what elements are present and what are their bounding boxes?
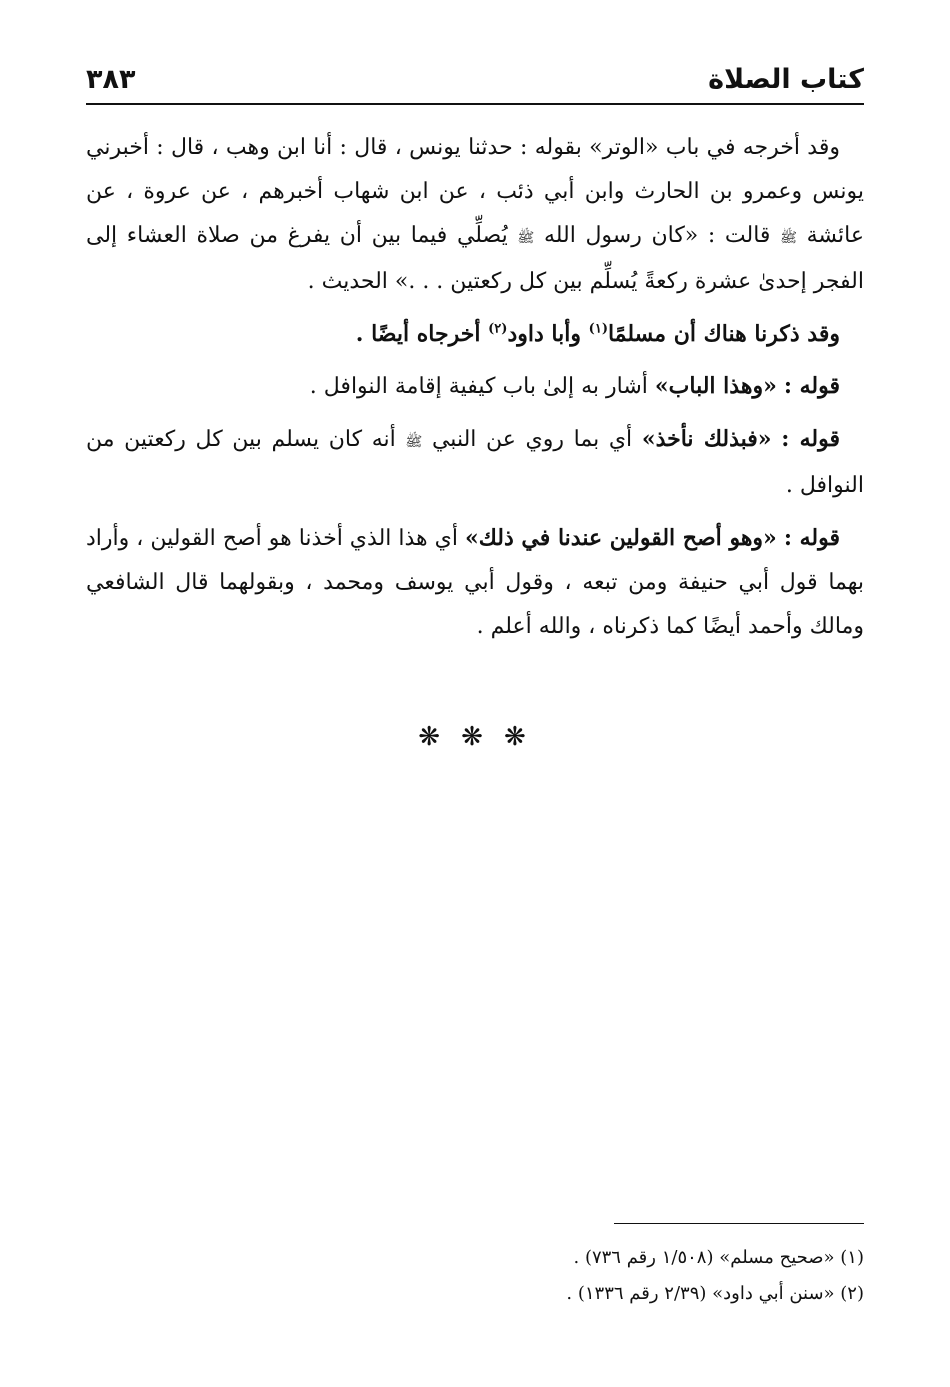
paragraph-this-chapter xyxy=(86,364,864,409)
commentary-label: قوله : xyxy=(781,426,840,452)
paragraph-we-take xyxy=(86,417,864,508)
honorific-symbol: ﷺ xyxy=(405,434,423,450)
quoted-text: «وهذا الباب» xyxy=(654,373,777,399)
footnote-1: (١) «صحيح مسلم» (١/٥٠٨ رقم ٧٣٦) . xyxy=(573,1247,864,1268)
honorific-symbol: ﷺ xyxy=(780,230,797,246)
footnote-divider xyxy=(614,1223,864,1224)
paragraph-text: وقد أخرجه في باب «الوتر» بقوله : حدثنا يونس ، قال : أنا ابن وهب ، قال : أخبرني يونس وعمرو بن الحارث وابن أبي ذئب ، عن ابن شهاب أخبرهم ، عن عروة ، عن عائشة xyxy=(86,135,864,248)
commentary-label: قوله : xyxy=(783,525,840,551)
footnote-2: (٢) «سنن أبي داود» (٢/٣٩ رقم ١٣٣٦) . xyxy=(566,1283,864,1304)
footnote-ref-2[interactable]: (٢) xyxy=(488,321,508,337)
page-number: ٣٨٣ xyxy=(86,64,136,95)
paragraph-text: أي هذا الذي أخذنا هو أصح القولين ، وأراد بهما قول أبي حنيفة ومن تبعه ، وقول أبي يوسف ومحمد ، وبقولهما قال الشافعي ومالك وأحمد أيضًا كما ذكرناه ، والله أعلم . xyxy=(86,526,864,639)
paragraph-text: أخرجاه أيضًا . xyxy=(355,321,481,347)
commentary-label: قوله : xyxy=(783,373,840,399)
main-text xyxy=(86,126,864,657)
paragraph-text: أي بما روي عن النبي xyxy=(431,427,633,452)
paragraph-text: وأبا داود xyxy=(507,321,581,347)
paragraph-hadith-chain xyxy=(86,126,864,304)
page-header xyxy=(86,52,864,98)
running-title: كتاب الصلاة xyxy=(708,64,864,95)
honorific-symbol: ﷺ xyxy=(517,230,535,246)
footnotes xyxy=(86,1240,864,1312)
paragraph-muslim-abudawud xyxy=(86,312,864,356)
header-divider xyxy=(86,103,864,105)
quoted-text: «فبذلك نأخذ» xyxy=(641,426,772,452)
quoted-text: «وهو أصح القولين عندنا في ذلك» xyxy=(464,525,777,551)
paragraph-sounder-opinion xyxy=(86,516,864,649)
section-separator: ❋ ❋ ❋ xyxy=(418,722,532,752)
paragraph-text: يُصلِّي فيما بين أن يفرغ من صلاة العشاء إلى الفجر إحدىٰ عشرة ركعةً يُسلِّم بين كل ركعتين . . .» الحديث . xyxy=(86,223,864,294)
paragraph-text: وقد ذكرنا هناك أن مسلمًا xyxy=(607,321,840,347)
footnote-ref-1[interactable]: (١) xyxy=(588,321,608,337)
paragraph-text: قالت : «كان رسول الله xyxy=(543,223,771,248)
paragraph-text: أنه كان يسلم بين كل ركعتين من النوافل . xyxy=(86,427,864,498)
paragraph-text: أشار به إلىٰ باب كيفية إقامة النوافل . xyxy=(309,374,648,399)
